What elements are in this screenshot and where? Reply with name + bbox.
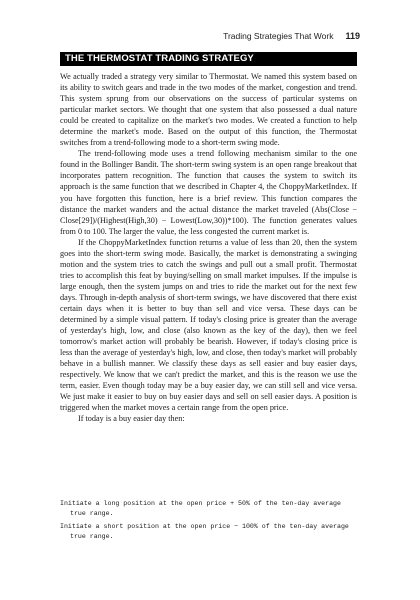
paragraph: If today is a buy easier day then: [78, 414, 185, 424]
code-line: Initiate a long position at the open price + 50% of the ten-day average true range. [60, 500, 341, 517]
code-block [60, 499, 360, 545]
running-head-title: Trading Strategies That Work [223, 31, 334, 41]
paragraph: If the ChoppyMarketIndex function returns a value of less than 20, then the system goes into the short-term swing mode. Basically, the market is demonstrating a swinging motion and the system tries to catch the swings and pull out a small profit. Thermostat tries to accomplish this feat by buying/selling on small market impulses. If the impulse is large enough, then the system jumps on and tries to ride the market out for the next few days. Through in-depth analysis of short-term swings, we have discovered that there exist certain days when it is better to buy than sell and vice versa. These days can be determined by a simple visual pattern. If today's closing price is greater than the average of yesterday's high, low, and close (also known as the key of the day), then we feel tomorrow's market action will probably be bearish. However, if today's closing price is less than the average of yesterday's high, low, and close, then today's market will probably behave in a bullish manner. We classify these days as sell easier and buy easier days, respectively. We know that we can't predict the market, and this is the reason we use the term, easier. Even though today may be a buy easier day, we can still sell and vice versa. We just make it easier to buy on buy easier days and sell on sell easier days. A position is triggered when the market moves a certain range from the open price. [60, 237, 357, 413]
running-head [223, 31, 360, 41]
paragraph: We actually traded a strategy very similar to Thermostat. We named this system based on its ability to switch gears and trade in the two modes of the market, congestion and trend. This system sprung from our observations on the success of particular systems on particular market sectors. We thought that one system that also possessed a dual nature could be created to capitalize on the market's two modes. We created a function to help determine the market's mode. Based on the output of this function, the Thermostat switches from a trend-following mode to a short-term swing mode. [60, 72, 357, 148]
section-heading: THE THERMOSTAT TRADING STRATEGY [65, 53, 254, 64]
paragraph: The trend-following mode uses a trend following mechanism similar to the one found in the Bollinger Bandit. The short-term swing system is an open range breakout that incorporates pattern recognition. The function that causes the system to switch its approach is the same function that we described in Chapter 4, the ChoppyMarketIndex. If you have forgotten this function, here is a brief review. This function compares the distance the market wanders and the actual distance the market traveled (Abs(Close − Close[29])/(Highest(High,30) − Lowest(Low,30))*100). The function generates values from 0 to 100. The larger the value, the less congested the current market is. [60, 149, 357, 236]
page-number: 119 [345, 31, 360, 41]
code-line: Initiate a short position at the open price − 100% of the ten-day average true range. [60, 523, 349, 540]
body-text [60, 71, 357, 425]
section-heading-bar [60, 52, 357, 66]
